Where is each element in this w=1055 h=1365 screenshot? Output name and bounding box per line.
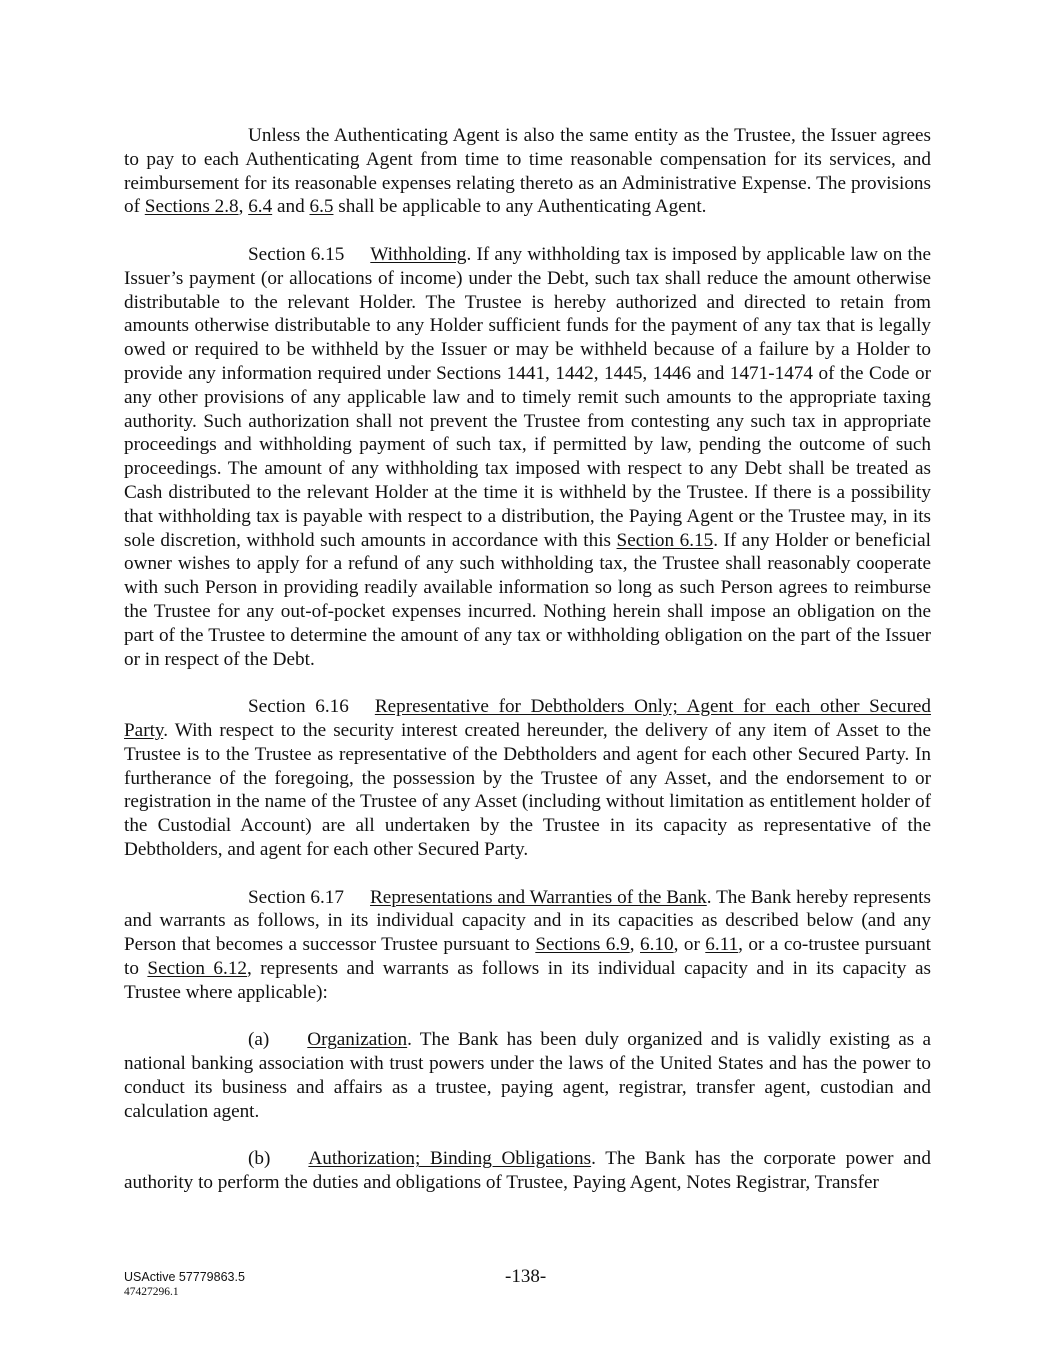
clause-a-organization: (a) Organization. The Bank has been duly organized and is validly existing as a national banking association with trust powers under the laws of the United States and has the power to conduct its business and affairs as a trustee, paying agent, registrar, transfer agent, custodian and calculation agent. <box>124 1029 931 1122</box>
section-6-17: Section 6.17 Representations and Warranties of the Bank. The Bank hereby represents and warrants as follows, in its individual capacity and in its capacities as described below (and any Person that becomes a successor Trustee pursuant to Sections 6.9, 6.10, or 6.11, or a co-trustee pursuant to Section 6.12, represents and warrants as follows in its individual capacity and in its capacity as Trustee where applicable): <box>124 886 931 1003</box>
section-ref-6-5[interactable]: 6.5 <box>309 196 334 218</box>
doc-id: USActive 57779863.5 <box>124 1270 245 1284</box>
clause-heading: Authorization; Binding Obligations <box>308 1148 592 1170</box>
doc-sub-id: 47427296.1 <box>124 1286 179 1298</box>
section-heading: Representative for Debtholders Only; Agent for each other Secured Party <box>124 696 931 741</box>
clause-b-authorization: (b) Authorization; Binding Obligations. The Bank has the corporate power and authority to perform the duties and obligations of Trustee, Paying Agent, Notes Registrar, Transfer <box>124 1148 931 1194</box>
section-ref-6-4[interactable]: 6.4 <box>248 196 273 218</box>
section-heading: Representations and Warranties of the Bank <box>370 886 707 908</box>
clause-heading: Organization <box>307 1029 408 1051</box>
section-6-15: Section 6.15 Withholding. If any withholding tax is imposed by applicable law on the Issuer’s payment (or allocations of income) under the Debt, such tax shall reduce the amount otherwise distributable to the relevant Holder. The Trustee is hereby authorized and directed to retain from amounts otherwise distributable to any Holder sufficient funds for the payment of any tax that is legally owed or required to be withheld by the Issuer or may be withheld because of a failure by a Holder to provide any information required under Sections 1441, 1442, 1445, 1446 and 1471-1474 of the Code or any other provisions of any applicable law and to timely remit such amounts to the appropriate taxing authority. Such authorization shall not prevent the Trustee from contesting any such tax in appropriate proceedings and withholding payment of such tax, if permitted by law, pending the outcome of such proceedings. The amount of any withholding tax imposed with respect to any Debt shall be treated as Cash distributed to the relevant Holder at the time it is withheld by the Trustee. If there is a possibility that withholding tax is payable with respect to a distribution, the Paying Agent or the Trustee may, in its sole discretion, withhold such amounts in accordance with this Section 6.15. If any Holder or beneficial owner wishes to apply for a refund of any such withholding tax, the Trustee shall reasonably cooperate with such Person in providing readily available information so long as such Person agrees to reimburse the Trustee for any out-of-pocket expenses incurred. Nothing herein shall impose an obligation on the part of the Trustee to determine the amount of any tax or withholding obligation on the part of the Issuer or in respect of the Debt. <box>124 243 931 670</box>
section-ref-6-10[interactable]: 6.10 <box>640 934 674 956</box>
section-ref-6-12[interactable]: Section 6.12 <box>147 957 248 979</box>
section-ref-2-8[interactable]: Sections 2.8 <box>144 196 239 218</box>
page-number: -138- <box>505 1266 547 1287</box>
section-number: Section 6.17 <box>248 886 344 908</box>
footer-doc-ids <box>124 1270 245 1300</box>
section-ref-6-11[interactable]: 6.11 <box>705 934 739 956</box>
section-ref-6-15[interactable]: Section 6.15 <box>616 529 714 551</box>
section-number: Section 6.16 <box>248 696 349 718</box>
section-number: Section 6.15 <box>248 243 345 265</box>
paragraph-authenticating-agent: Unless the Authenticating Agent is also the same entity as the Trustee, the Issuer agrees to pay to each Authenticating Agent from time to time reasonable compensation for its services, and reimbursement for its reasonable expenses relating thereto as an Administrative Expense. The provisions of Sections 2.8, 6.4 and 6.5 shall be applicable to any Authenticating Agent. <box>124 125 931 218</box>
section-ref-6-9[interactable]: Sections 6.9 <box>535 934 630 956</box>
clause-label: (b) <box>248 1148 271 1170</box>
section-heading: Withholding <box>370 243 467 265</box>
section-6-16: Section 6.16 Representative for Debtholders Only; Agent for each other Secured Party. With respect to the security interest created hereunder, the delivery of any item of Asset to the Trustee is to the Trustee as representative of the Debtholders and agent for each other Secured Party. In furtherance of the foregoing, the possession by the Trustee of any Asset, and the endorsement to or registration in the name of the Trustee of any Asset (including without limitation as entitlement holder of the Custodial Account) are all undertaken by the Trustee in its capacity as representative of the Debtholders, and agent for each other Secured Party. <box>124 696 931 860</box>
document-page <box>124 124 931 1219</box>
clause-label: (a) <box>248 1029 270 1051</box>
